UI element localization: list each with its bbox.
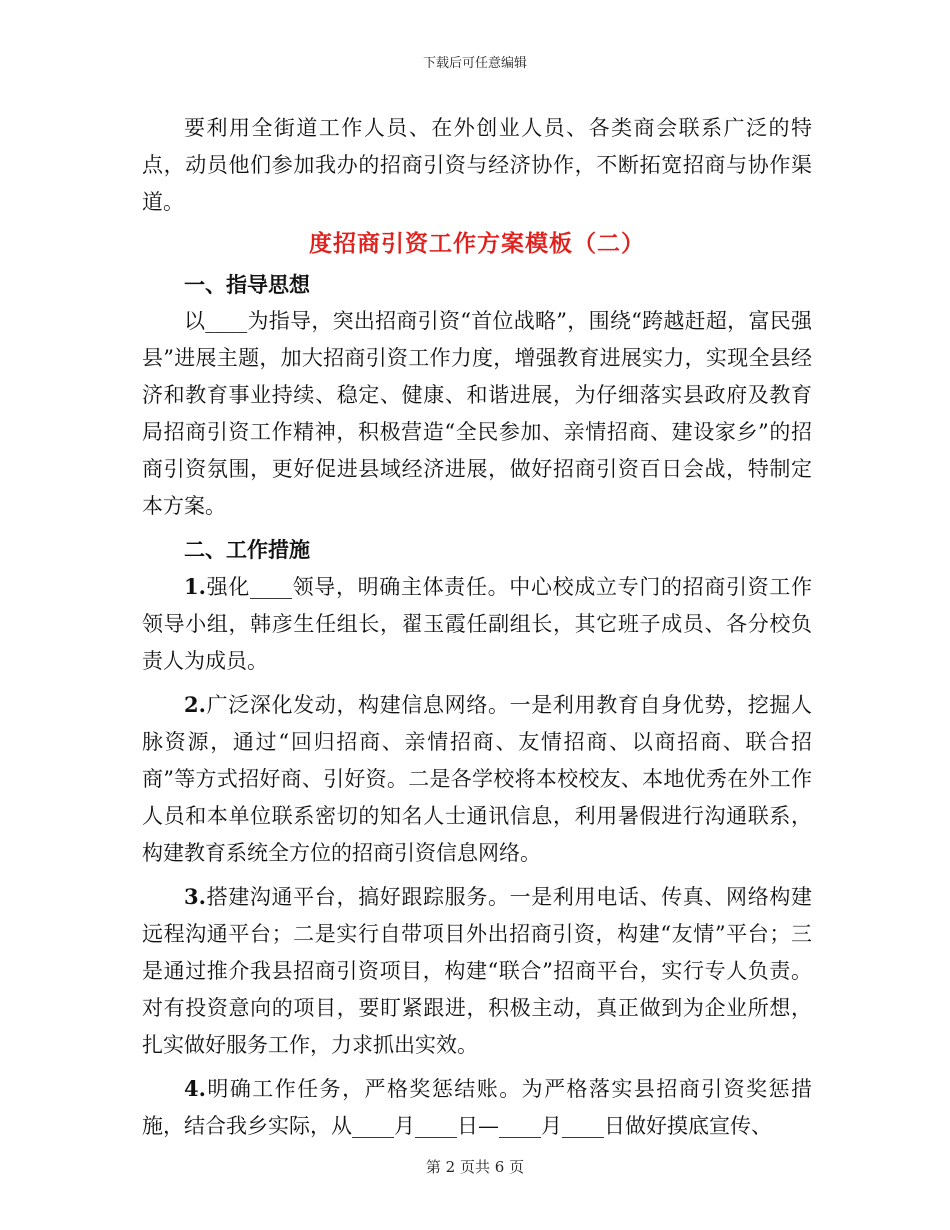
measure-number: 1. <box>184 574 206 599</box>
document-title: 度招商引资工作方案模板（二） <box>309 230 645 257</box>
measure-item-2 <box>142 686 812 872</box>
document-body <box>142 110 812 1145</box>
section-heading-guiding-ideology: 一、指导思想 <box>184 272 310 297</box>
page-header: 下载后可任意编辑 <box>422 56 527 71</box>
measure-text: 搭建沟通平台，搞好跟踪服务。一是利用电话、传真、网络构建远程沟通平台；二是实行自带项目外出招商引资，构建“友情”平台；三是通过推介我县招商引资项目，构建“联合”招商平台，实行专人负责。对有投资意向的项目，要盯紧跟进，积极主动，真正做到为企业所想，扎实做好服务工作，力求抓出实效。 <box>142 885 812 1057</box>
guiding-ideology-paragraph: 以____为指导，突出招商引资“首位战略”，围绕“跨越赶超，富民强县”进展主题，加大招商引资工作力度，增强教育进展实力，实现全县经济和教育事业持续、稳定、健康、和谐进展，为仔细落实县政府及教育局招商引资工作精神，积极营造“全民参加、亲情招商、建设家乡”的招商引资氛围，更好促进县域经济进展，做好招商引资百日会战，特制定本方案。 <box>142 309 812 518</box>
measure-number: 2. <box>184 692 206 717</box>
measure-text: 明确工作任务，严格奖惩结账。为严格落实县招商引资奖惩措施，结合我乡实际，从____月____日—____月____日做好摸底宣传、 <box>142 1077 812 1138</box>
measure-item-3 <box>142 878 812 1064</box>
measure-number: 3. <box>184 884 206 909</box>
measure-item-4 <box>142 1070 812 1145</box>
measure-text: 强化____领导，明确主体责任。中心校成立专门的招商引资工作领导小组，韩彦生任组长，翟玉霞任副组长，其它班子成员、各分校负责人为成员。 <box>142 575 812 673</box>
measure-text: 广泛深化发动，构建信息网络。一是利用教育自身优势，挖掘人脉资源，通过“回归招商、亲情招商、友情招商、以商招商、联合招商”等方式招好商、引好资。二是各学校将本校校友、本地优秀在外工作人员和本单位联系密切的知名人士通讯信息，利用暑假进行沟通联系，构建教育系统全方位的招商引资信息网络。 <box>142 693 812 865</box>
page-footer: 第 2 页共 6 页 <box>425 1158 525 1176</box>
section-heading-work-measures: 二、工作措施 <box>184 537 310 562</box>
measure-number: 4. <box>184 1076 206 1101</box>
intro-paragraph: 要利用全街道工作人员、在外创业人员、各类商会联系广泛的特点，动员他们参加我办的招商引资与经济协作，不断拓宽招商与协作渠道。 <box>142 116 812 214</box>
measure-item-1 <box>142 568 812 680</box>
